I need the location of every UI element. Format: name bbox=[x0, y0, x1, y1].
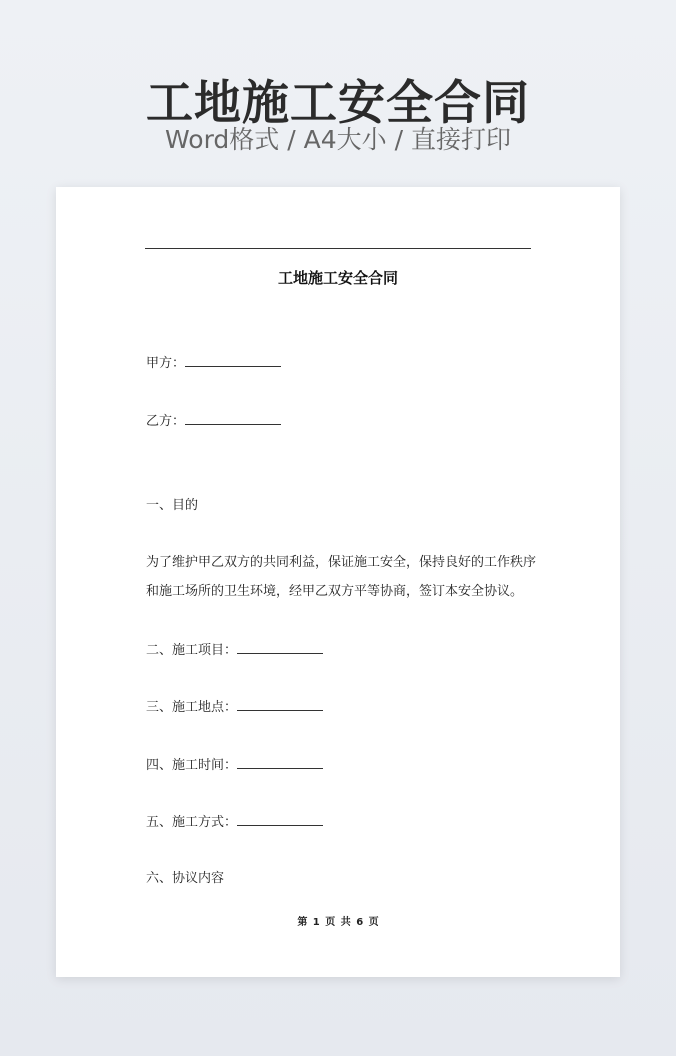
party-a-label: 甲方： bbox=[146, 356, 186, 371]
section-4-label: 四、施工时间： bbox=[146, 758, 238, 773]
section-1-paragraph-line-2: 和施工场所的卫生环境，经甲乙双方平等协商，签订本安全协议。 bbox=[146, 584, 524, 599]
document-page bbox=[56, 187, 620, 977]
party-a-blank bbox=[185, 353, 281, 367]
section-6-heading: 六、协议内容 bbox=[146, 871, 225, 886]
section-1-paragraph-line-1: 为了维护甲乙双方的共同利益，保证施工安全，保持良好的工作秩序 bbox=[146, 555, 537, 570]
section-4-blank bbox=[237, 755, 323, 769]
section-2-blank bbox=[237, 640, 323, 654]
section-3-blank bbox=[237, 697, 323, 711]
party-b-label: 乙方： bbox=[146, 414, 186, 429]
header-rule bbox=[145, 248, 531, 249]
section-2-label: 二、施工项目： bbox=[146, 643, 238, 658]
page-footer: 第 1 页 共 6 页 bbox=[297, 917, 379, 928]
section-5-line bbox=[146, 812, 323, 832]
section-1-heading: 一、目的 bbox=[146, 498, 199, 513]
document-title: 工地施工安全合同 bbox=[277, 269, 398, 287]
banner-title: 工地施工安全合同 bbox=[146, 76, 530, 131]
party-b-blank bbox=[185, 411, 281, 425]
section-5-label: 五、施工方式： bbox=[146, 815, 238, 830]
section-3-line bbox=[146, 697, 323, 717]
banner-subtitle: Word格式 / A4大小 / 直接打印 bbox=[165, 125, 511, 154]
section-4-line bbox=[146, 755, 323, 775]
party-a-line bbox=[146, 353, 281, 373]
section-2-line bbox=[146, 640, 323, 660]
section-5-blank bbox=[237, 812, 323, 826]
section-3-label: 三、施工地点： bbox=[146, 700, 238, 715]
party-b-line bbox=[146, 411, 281, 431]
